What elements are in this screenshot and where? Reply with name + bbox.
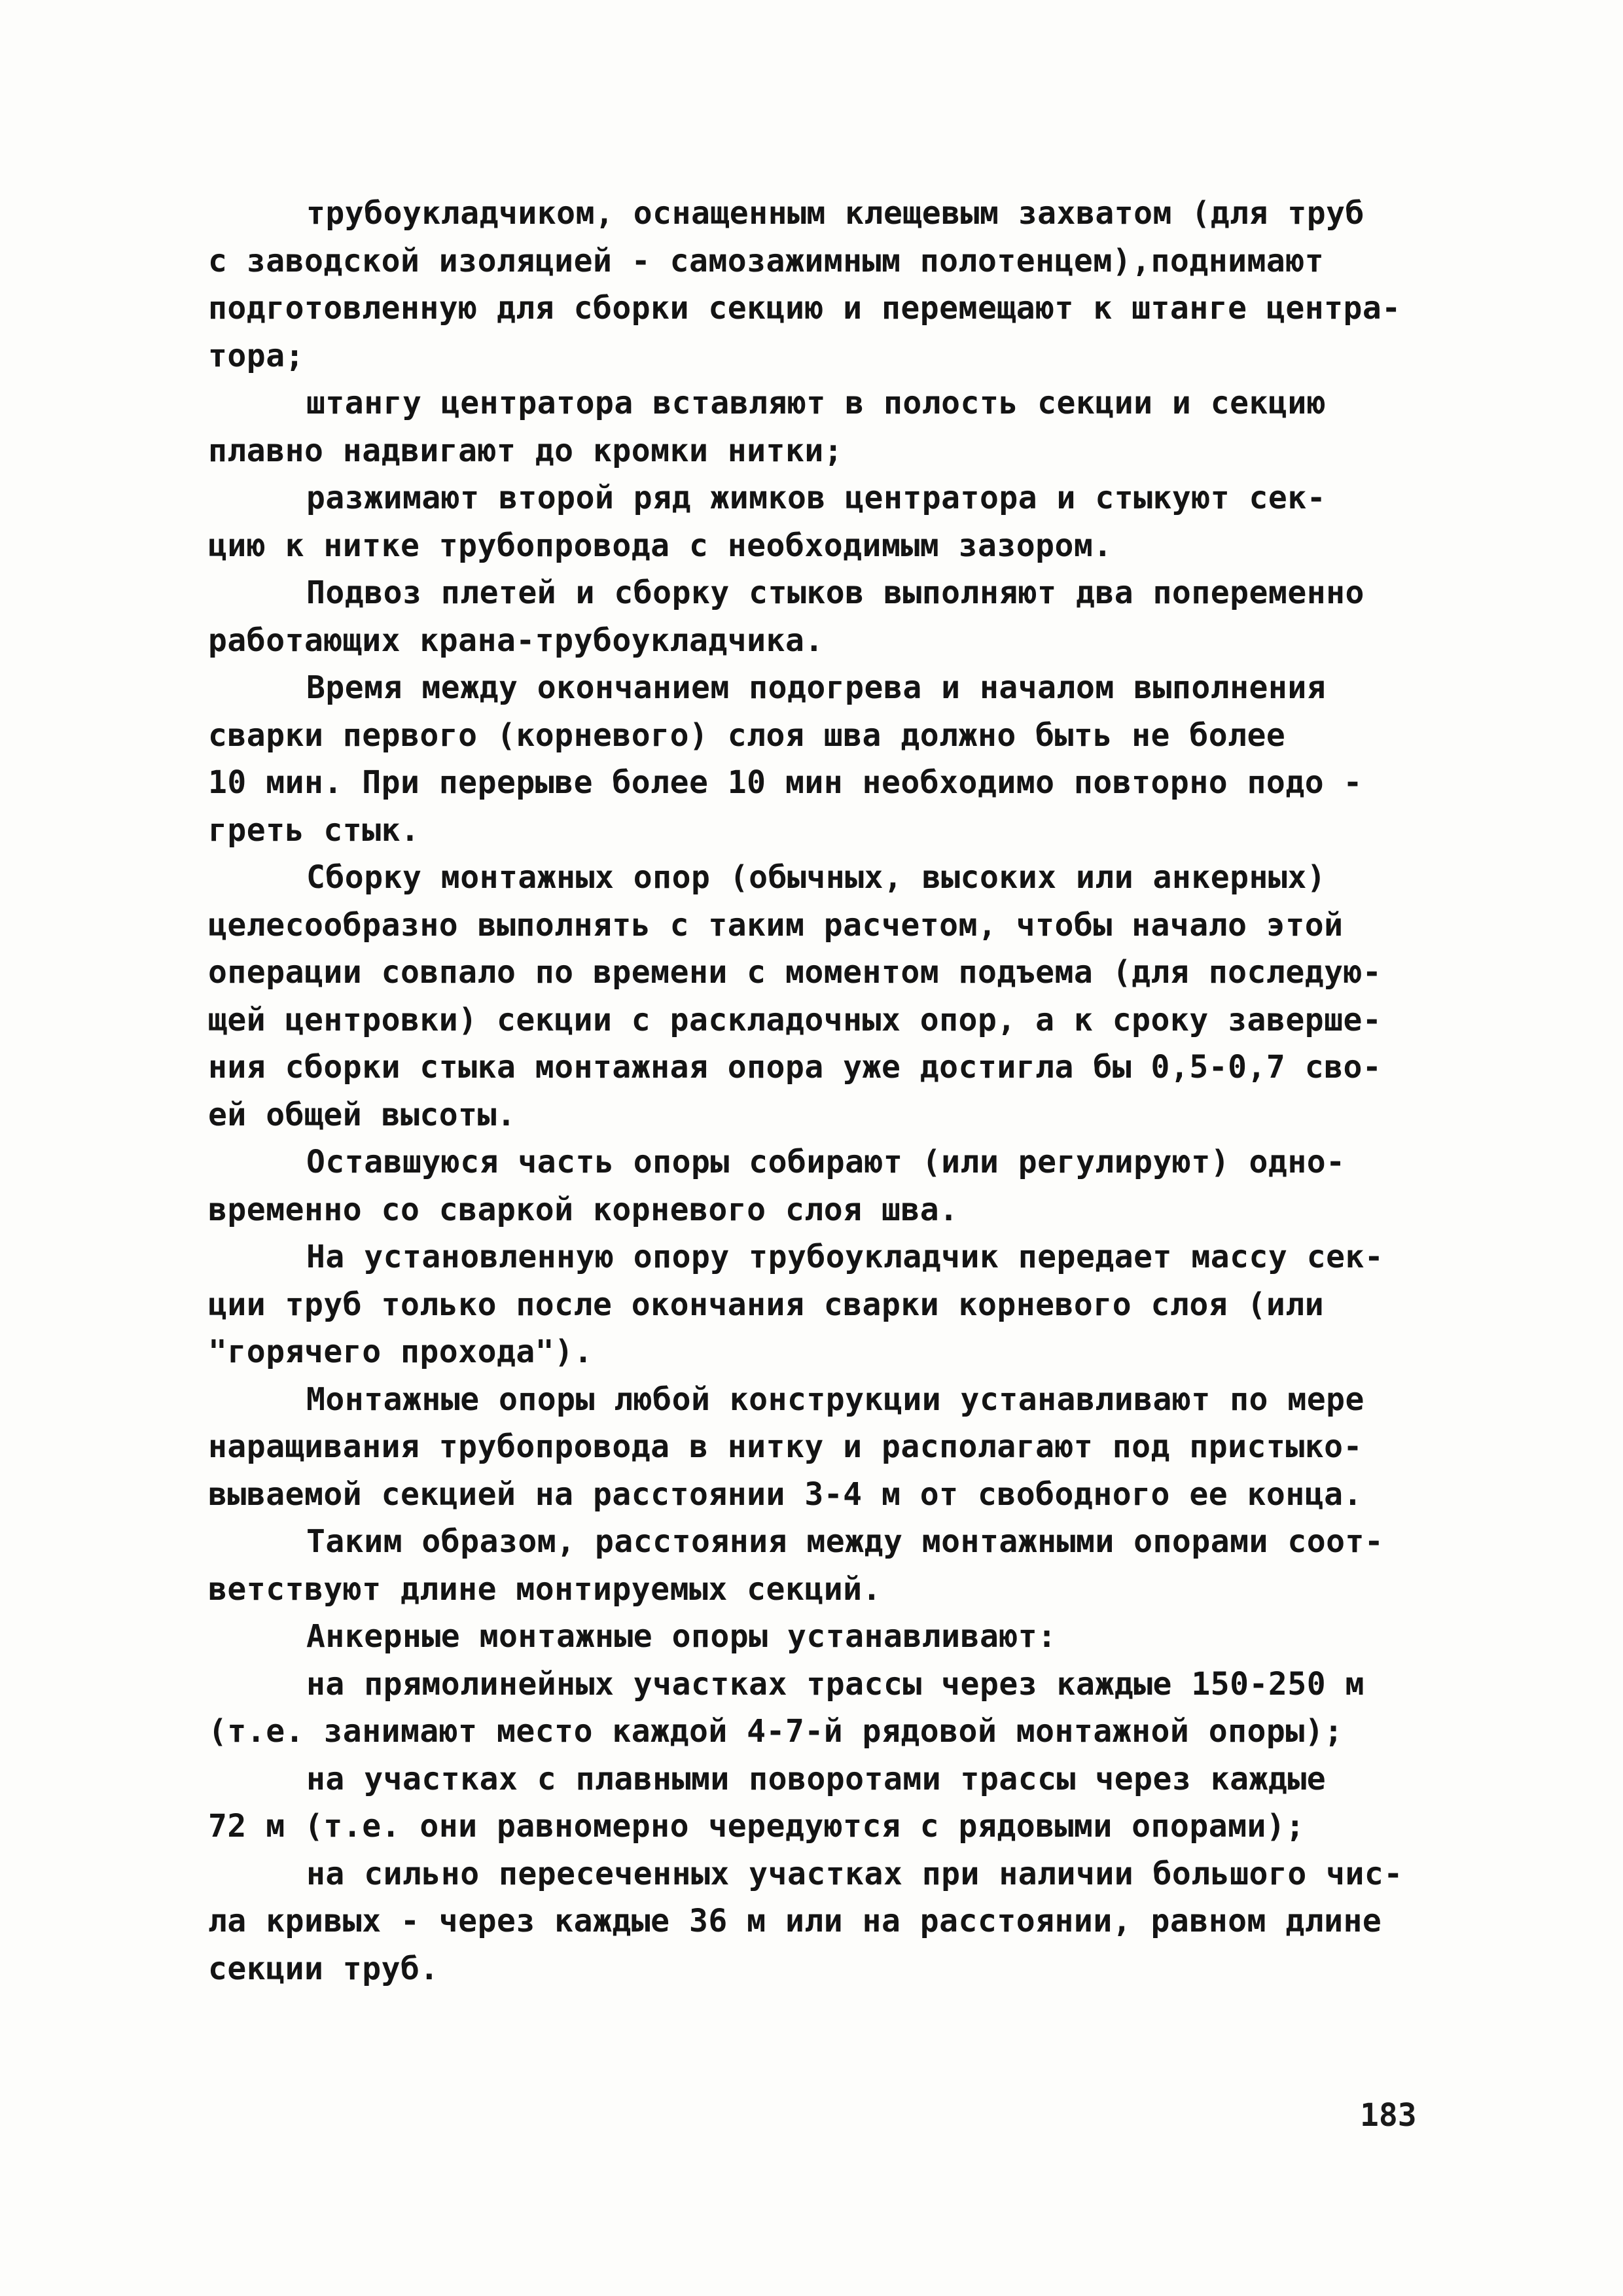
text-line: временно со сваркой корневого слоя шва.	[208, 1191, 959, 1228]
text-line: ей общей высоты.	[208, 1096, 516, 1133]
text-line: трубоукладчиком, оснащенным клещевым захватом (для труб	[306, 195, 1364, 232]
text-line: ции труб только после окончания сварки корневого слоя (или	[208, 1286, 1325, 1323]
text-line: ветствуют длине монтируемых секций.	[208, 1570, 882, 1608]
text-line: Таким образом, расстояния между монтажными опорами соот-	[306, 1523, 1384, 1560]
text-line: штангу центратора вставляют в полость секции и секцию	[306, 385, 1327, 421]
text-line: секции труб.	[208, 1950, 439, 1987]
text-line: На установленную опору трубоукладчик передает массу сек-	[306, 1239, 1384, 1275]
page-number: 183	[1360, 2097, 1417, 2134]
text-line: подготовленную для сборки секцию и перемещают к штанге центра-	[208, 290, 1401, 327]
text-line: тора;	[208, 337, 304, 374]
text-line: щей центровки) секции с раскладочных опор, а к сроку заверше-	[208, 1001, 1382, 1038]
text-line: операции совпало по времени с моментом подъема (для последую-	[208, 954, 1382, 991]
text-line: вываемой секцией на расстоянии 3-4 м от свободного ее конца.	[208, 1475, 1363, 1513]
text-line: сварки первого (корневого) слоя шва должно быть не более	[208, 716, 1286, 754]
body-text	[208, 190, 1438, 1992]
text-line: наращивания трубопровода в нитку и располагают под пристыко-	[208, 1428, 1363, 1465]
text-line: работающих крана-трубоукладчика.	[208, 622, 824, 659]
text-line: Оставшуюся часть опоры собирают (или регулируют) одно-	[306, 1144, 1346, 1180]
text-line: на участках с плавными поворотами трассы через каждые	[306, 1760, 1327, 1797]
text-line: плавно надвигают до кромки нитки;	[208, 432, 844, 469]
text-line: Монтажные опоры любой конструкции устанавливают по мере	[306, 1381, 1364, 1418]
text-line: на прямолинейных участках трассы через каждые 150-250 м	[306, 1665, 1364, 1703]
text-line: ния сборки стыка монтажная опора уже достигла бы 0,5-0,7 сво-	[208, 1049, 1382, 1086]
text-line: Время между окончанием подогрева и началом выполнения	[306, 669, 1327, 706]
text-line: (т.е. занимают место каждой 4-7-й рядовой монтажной опоры);	[208, 1713, 1344, 1750]
text-line: Анкерные монтажные опоры устанавливают:	[306, 1618, 1057, 1655]
text-line: греть стык.	[208, 811, 420, 849]
text-line: цию к нитке трубопровода с необходимым зазором.	[208, 527, 1113, 564]
text-line: ла кривых - через каждые 36 м или на расстоянии, равном длине	[208, 1903, 1382, 1939]
text-line: 72 м (т.е. они равномерно чередуются с рядовыми опорами);	[208, 1808, 1305, 1845]
text-line: разжимают второй ряд жимков центратора и стыкуют сек-	[306, 480, 1327, 516]
text-line: с заводской изоляцией - самозажимным полотенцем),поднимают	[208, 242, 1325, 279]
text-line: 10 мин. При перерыве более 10 мин необходимо повторно подо -	[208, 764, 1363, 801]
text-line: на сильно пересеченных участках при наличии большого чис-	[306, 1855, 1403, 1892]
text-line: Сборку монтажных опор (обычных, высоких или анкерных)	[306, 859, 1327, 896]
text-line: "горячего прохода").	[208, 1333, 593, 1370]
text-line: целесообразно выполнять с таким расчетом, чтобы начало этой	[208, 906, 1344, 944]
text-line: Подвоз плетей и сборку стыков выполняют два попеременно	[306, 574, 1364, 611]
